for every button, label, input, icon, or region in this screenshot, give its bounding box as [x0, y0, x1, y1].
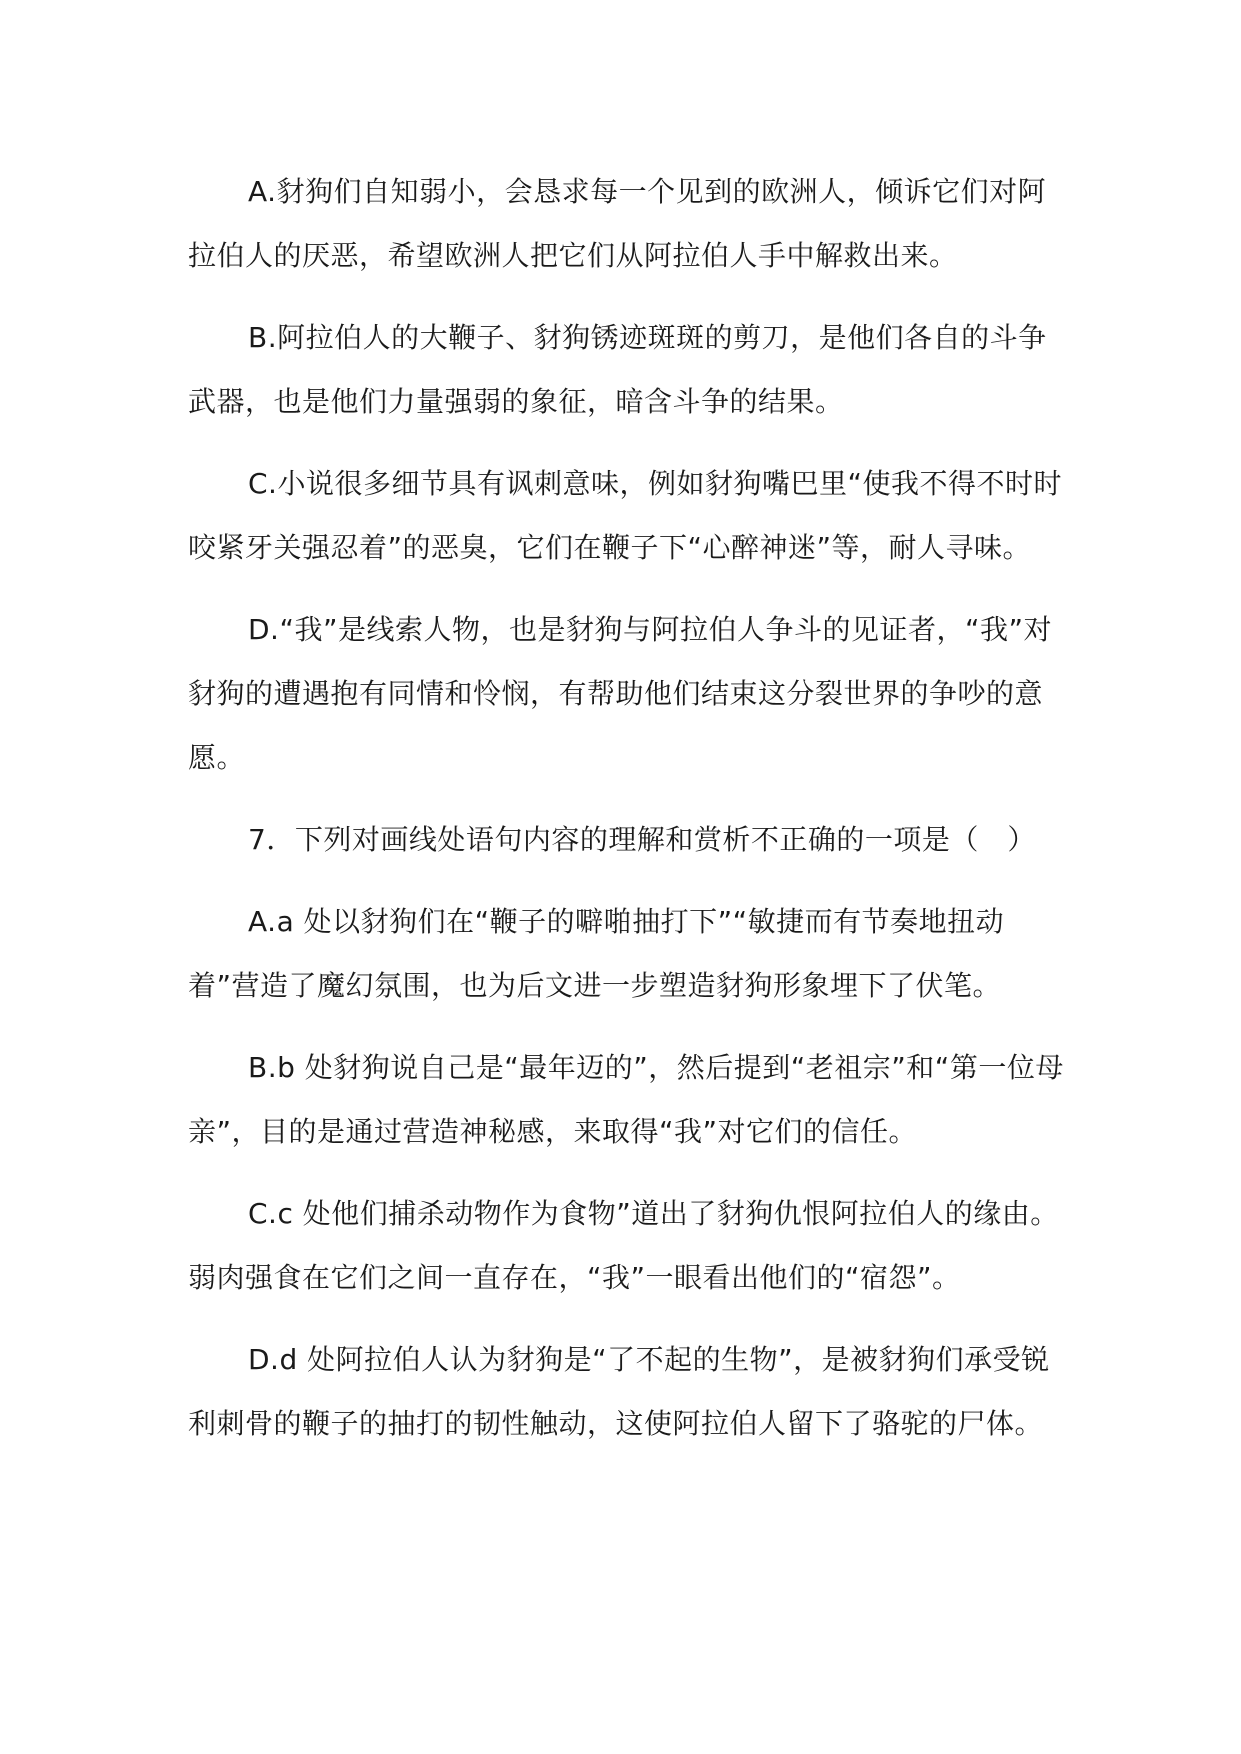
q7-option-c: C.c 处他们捕杀动物作为食物”道出了豺狗仇恨阿拉伯人的缘由。弱肉强食在它们之间一直存在，“我”一眼看出他们的“宿怨”。 [188, 1197, 1059, 1294]
q7-stem: 7．下列对画线处语句内容的理解和赏析不正确的一项是（ ） [248, 823, 1036, 856]
q7-option-a: A.a 处以豺狗们在“鞭子的噼啪抽打下”“敏捷而有节奏地扭动着”营造了魔幻氛围，也为后文进一步塑造豺狗形象埋下了伏笔。 [188, 905, 1005, 1002]
q7-option-d: D.d 处阿拉伯人认为豺狗是“了不起的生物”，是被豺狗们承受锐利刺骨的鞭子的抽打的韧性触动，这使阿拉伯人留下了骆驼的尸体。 [188, 1343, 1050, 1440]
q6-option-b: B.阿拉伯人的大鞭子、豺狗锈迹斑斑的剪刀，是他们各自的斗争武器，也是他们力量强弱的象征，暗含斗争的结果。 [188, 321, 1047, 418]
q6-option-a: A.豺狗们自知弱小，会恳求每一个见到的欧洲人，倾诉它们对阿拉伯人的厌恶，希望欧洲人把它们从阿拉伯人手中解救出来。 [188, 175, 1047, 272]
q7-option-b: B.b 处豺狗说自己是“最年迈的”，然后提到“老祖宗”和“第一位母亲”，目的是通过营造神秘感，来取得“我”对它们的信任。 [188, 1051, 1064, 1148]
q6-option-d: D.“我”是线索人物，也是豺狗与阿拉伯人争斗的见证者，“我”对豺狗的遭遇抱有同情和怜悯，有帮助他们结束这分裂世界的争吵的意愿。 [188, 613, 1052, 774]
document-body [188, 160, 1068, 1474]
q6-option-c: C.小说很多细节具有讽刺意味，例如豺狗嘴巴里“使我不得不时时咬紧牙关强忍着”的恶臭，它们在鞭子下“心醉神迷”等，耐人寻味。 [188, 467, 1062, 564]
